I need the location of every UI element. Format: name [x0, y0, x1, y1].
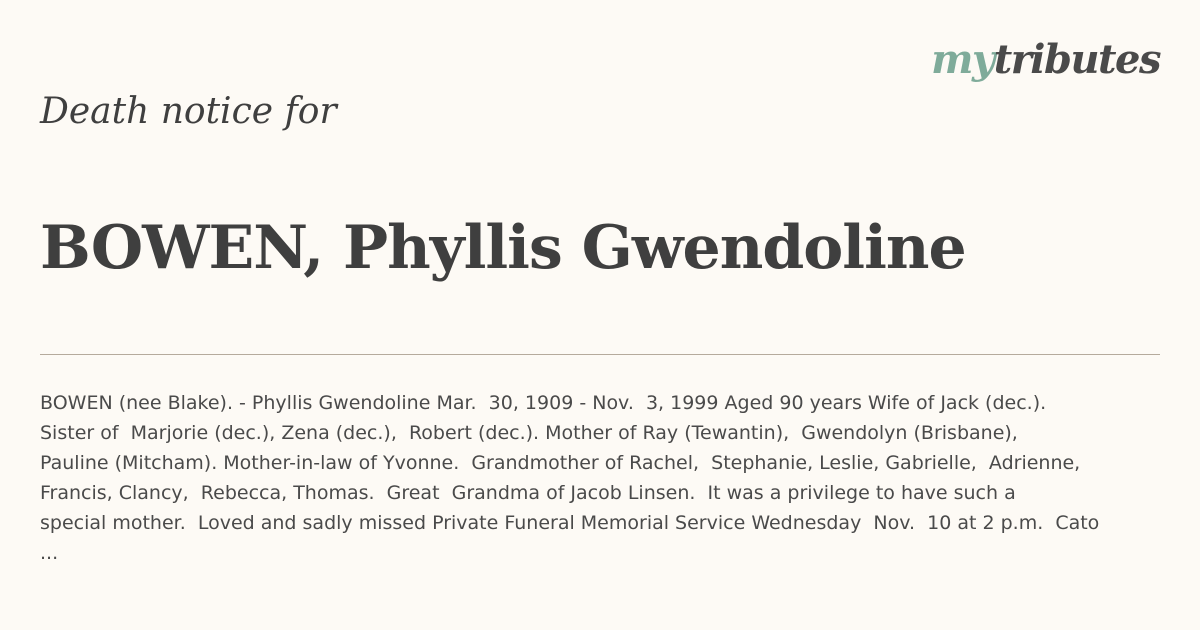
page-subtitle: Death notice for: [40, 91, 337, 132]
notice-text: [40, 388, 1155, 568]
divider: [40, 354, 1160, 355]
notice-line: Pauline (Mitcham). Mother-in-law of Yvonne. Grandmother of Rachel, Stephanie, Leslie, Gabrielle, Adrienne,: [40, 452, 1081, 474]
notice-line: Francis, Clancy, Rebecca, Thomas. Great Grandma of Jacob Linsen. It was a privilege to have such a: [40, 482, 1016, 504]
notice-line: special mother. Loved and sadly missed Private Funeral Memorial Service Wednesday Nov. 10 at 2 p.m. Cato: [40, 512, 1100, 534]
notice-line: Sister of Marjorie (dec.), Zena (dec.), Robert (dec.). Mother of Ray (Tewantin), Gwendolyn (Brisbane),: [40, 422, 1018, 444]
logo-my-text: my: [931, 36, 994, 83]
notice-ellipsis: ...: [40, 542, 59, 564]
page-title: BOWEN, Phyllis Gwendoline: [40, 213, 966, 283]
notice-line: BOWEN (nee Blake). - Phyllis Gwendoline Mar. 30, 1909 - Nov. 3, 1999 Aged 90 years Wife of Jack (dec.).: [40, 392, 1047, 414]
mytributes-logo[interactable]: [931, 32, 1160, 88]
logo-tributes-text: tributes: [993, 36, 1160, 83]
